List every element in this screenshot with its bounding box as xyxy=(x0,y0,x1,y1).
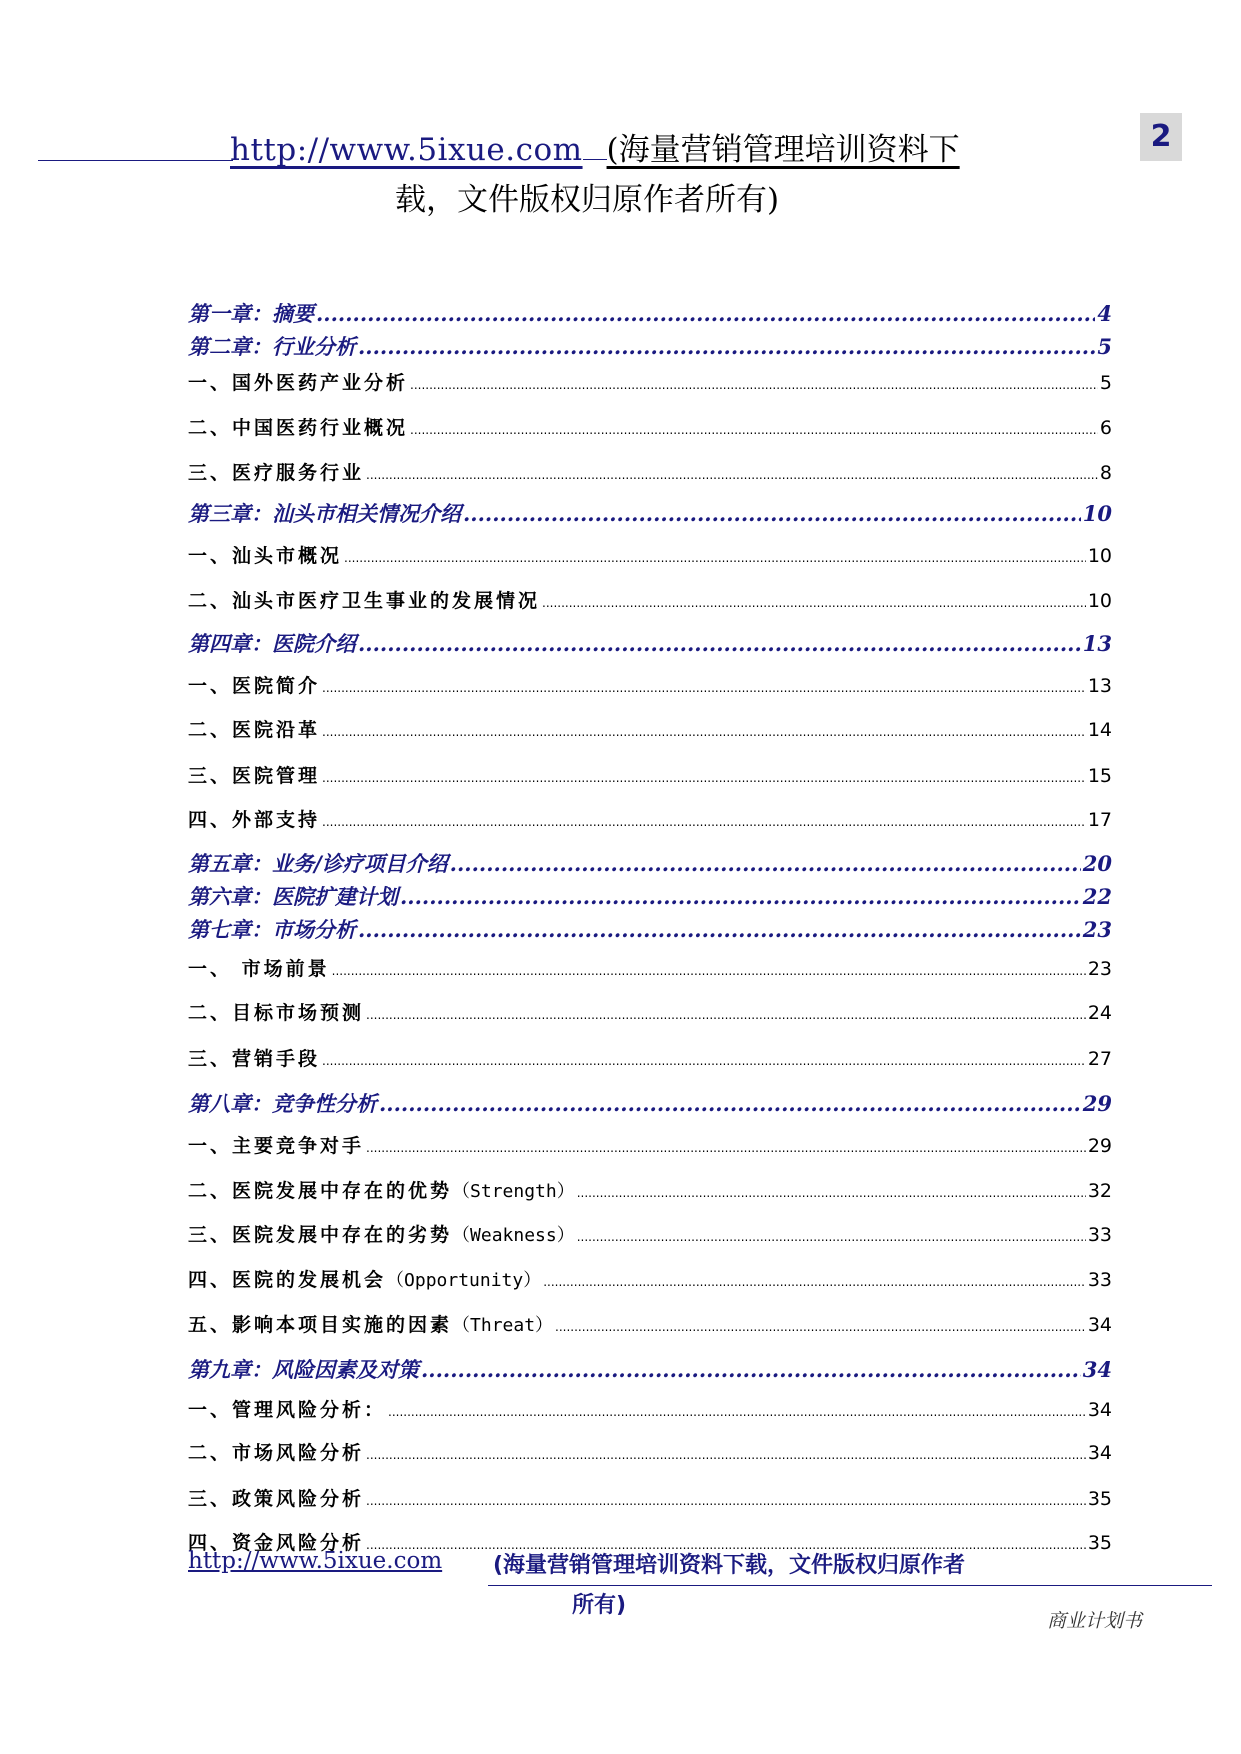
toc-dot-leader xyxy=(332,964,1086,978)
toc-dot-leader xyxy=(366,468,1098,482)
toc-entry-label: 四、外部支持 xyxy=(188,809,321,831)
toc-page-number: 32 xyxy=(1087,1180,1112,1202)
toc-dot-leader xyxy=(410,423,1098,437)
toc-entry-label: 第一章：摘要 xyxy=(188,301,314,326)
toc-dot-leader xyxy=(358,917,1081,942)
toc-dot-leader xyxy=(388,1405,1086,1419)
toc-entry-label: 三、政策风险分析 xyxy=(188,1488,365,1510)
toc-page-number: 34 xyxy=(1087,1442,1112,1464)
toc-entry-latin: （Weakness） xyxy=(452,1225,575,1246)
toc-entry-label: 四、医院的发展机会 xyxy=(188,1269,387,1291)
toc-entry-label: 二、医院沿革 xyxy=(188,719,321,741)
toc-page-number: 35 xyxy=(1087,1532,1112,1554)
toc-page-number: 29 xyxy=(1087,1135,1112,1157)
toc-page-number: 33 xyxy=(1087,1224,1112,1246)
toc-chapter-entry[interactable] xyxy=(188,1088,1112,1118)
toc-section-entry[interactable] xyxy=(188,761,1112,791)
toc-chapter-entry[interactable] xyxy=(188,628,1112,658)
toc-page-number: 10 xyxy=(1082,501,1112,526)
toc-section-entry[interactable] xyxy=(188,1131,1112,1161)
toc-page-number: 5 xyxy=(1097,334,1112,359)
toc-section-entry[interactable] xyxy=(188,1044,1112,1074)
toc-page-number: 13 xyxy=(1082,631,1112,656)
header-url-link[interactable]: http://www.5ixue.com xyxy=(230,132,583,168)
toc-dot-leader xyxy=(463,501,1081,526)
toc-entry-latin: （Opportunity） xyxy=(386,1270,542,1291)
toc-page-number: 23 xyxy=(1087,958,1112,980)
toc-dot-leader xyxy=(316,301,1095,326)
toc-chapter-entry[interactable] xyxy=(188,914,1112,944)
page-number-badge: 2 xyxy=(1140,113,1182,161)
toc-entry-label: 一、国外医药产业分析 xyxy=(188,372,409,394)
toc-dot-leader xyxy=(379,1091,1081,1116)
toc-chapter-entry[interactable] xyxy=(188,1354,1112,1384)
toc-page-number: 33 xyxy=(1087,1269,1112,1291)
toc-page-number: 14 xyxy=(1087,719,1112,741)
toc-dot-leader xyxy=(358,334,1095,359)
toc-section-entry[interactable] xyxy=(188,586,1112,616)
footer-document-title: 商业计划书 xyxy=(1047,1610,1143,1632)
toc-dot-leader xyxy=(322,725,1086,739)
toc-entry-label: 第二章：行业分析 xyxy=(188,334,356,359)
toc-entry-label: 二、汕头市医疗卫生事业的发展情况 xyxy=(188,590,541,612)
toc-entry-label: 第六章：医院扩建计划 xyxy=(188,884,398,909)
toc-page-number: 24 xyxy=(1087,1002,1112,1024)
toc-entry-label: 第九章：风险因素及对策 xyxy=(188,1357,419,1382)
footer-url-link[interactable]: http://www.5ixue.com xyxy=(188,1548,443,1574)
toc-page-number: 13 xyxy=(1087,675,1112,697)
footer-notice-line1: (海量营销管理培训资料下载，文件版权归原作者 xyxy=(493,1553,966,1578)
toc-chapter-entry[interactable] xyxy=(188,848,1112,878)
toc-entry-latin: （Strength） xyxy=(452,1181,575,1202)
toc-section-entry[interactable] xyxy=(188,1176,1112,1206)
toc-chapter-entry[interactable] xyxy=(188,331,1112,361)
toc-page-number: 35 xyxy=(1087,1488,1112,1510)
toc-section-entry[interactable] xyxy=(188,1265,1112,1295)
toc-entry-label: 第三章：汕头市相关情况介绍 xyxy=(188,501,461,526)
toc-dot-leader xyxy=(366,1008,1086,1022)
toc-page-number: 8 xyxy=(1099,462,1112,484)
toc-dot-leader xyxy=(543,1275,1086,1289)
toc-entry-latin: （Threat） xyxy=(452,1315,554,1336)
toc-entry-label: 二、中国医药行业概况 xyxy=(188,417,409,439)
header-line1 xyxy=(230,124,1030,168)
toc-dot-leader xyxy=(366,1494,1086,1508)
toc-dot-leader xyxy=(555,1320,1086,1334)
toc-dot-leader xyxy=(577,1230,1086,1244)
footer-rule xyxy=(488,1585,1212,1586)
header-notice-line1: (海量营销管理培训资料下 xyxy=(606,132,960,168)
toc-dot-leader xyxy=(322,771,1086,785)
toc-section-entry[interactable] xyxy=(188,715,1112,745)
toc-dot-leader xyxy=(577,1186,1086,1200)
header-rule xyxy=(38,160,233,161)
toc-dot-leader xyxy=(410,378,1098,392)
toc-page-number: 10 xyxy=(1087,590,1112,612)
toc-entry-label: 四、资金风险分析 xyxy=(188,1532,365,1554)
toc-dot-leader xyxy=(322,1054,1086,1068)
toc-entry-label: 第四章：医院介绍 xyxy=(188,631,356,656)
toc-entry-label: 三、医疗服务行业 xyxy=(188,462,365,484)
header-notice-line2: 载，文件版权归原作者所有) xyxy=(395,182,780,218)
toc-entry-label: 三、营销手段 xyxy=(188,1048,321,1070)
toc-entry-label: 三、医院发展中存在的劣势 xyxy=(188,1224,453,1246)
footer-notice-line2: 所有) xyxy=(572,1593,627,1618)
toc-page-number: 4 xyxy=(1097,301,1112,326)
toc-section-entry[interactable] xyxy=(188,368,1112,398)
toc-entry-label: 五、影响本项目实施的因素 xyxy=(188,1314,453,1336)
toc-entry-label: 第八章：竞争性分析 xyxy=(188,1091,377,1116)
toc-entry-label: 一、 市场前景 xyxy=(188,958,330,980)
toc-entry-label: 一、医院简介 xyxy=(188,675,321,697)
toc-section-entry[interactable] xyxy=(188,1310,1112,1340)
toc-page-number: 6 xyxy=(1099,417,1112,439)
toc-section-entry[interactable] xyxy=(188,805,1112,835)
toc-chapter-entry[interactable] xyxy=(188,498,1112,528)
toc-section-entry[interactable] xyxy=(188,1438,1112,1468)
toc-section-entry[interactable] xyxy=(188,671,1112,701)
toc-page-number: 15 xyxy=(1087,765,1112,787)
toc-page-number: 5 xyxy=(1099,372,1112,394)
toc-dot-leader xyxy=(400,884,1081,909)
toc-section-entry[interactable] xyxy=(188,1395,1112,1425)
toc-page-number: 27 xyxy=(1087,1048,1112,1070)
toc-page-number: 17 xyxy=(1087,809,1112,831)
toc-dot-leader xyxy=(421,1357,1081,1382)
toc-page-number: 22 xyxy=(1082,884,1112,909)
toc-entry-label: 二、医院发展中存在的优势 xyxy=(188,1180,453,1202)
toc-chapter-entry[interactable] xyxy=(188,298,1112,328)
toc-section-entry[interactable] xyxy=(188,413,1112,443)
toc-page-number: 20 xyxy=(1082,851,1112,876)
toc-section-entry[interactable] xyxy=(188,1220,1112,1250)
toc-entry-label: 一、管理风险分析： xyxy=(188,1399,387,1421)
toc-dot-leader xyxy=(358,631,1081,656)
toc-section-entry[interactable] xyxy=(188,458,1112,488)
toc-entry-label: 一、汕头市概况 xyxy=(188,545,343,567)
toc-section-entry[interactable] xyxy=(188,998,1112,1028)
toc-section-entry[interactable] xyxy=(188,541,1112,571)
toc-page-number: 10 xyxy=(1087,545,1112,567)
toc-dot-leader xyxy=(450,851,1081,876)
toc-entry-label: 三、医院管理 xyxy=(188,765,321,787)
toc-page-number: 23 xyxy=(1082,917,1112,942)
toc-dot-leader xyxy=(322,681,1086,695)
toc-dot-leader xyxy=(366,1448,1086,1462)
toc-page-number: 29 xyxy=(1082,1091,1112,1116)
toc-entry-label: 二、目标市场预测 xyxy=(188,1002,365,1024)
toc-page-number: 34 xyxy=(1082,1357,1112,1382)
toc-section-entry[interactable] xyxy=(188,954,1112,984)
toc-dot-leader xyxy=(344,551,1086,565)
header-gap xyxy=(583,133,607,160)
toc-section-entry[interactable] xyxy=(188,1484,1112,1514)
toc-dot-leader xyxy=(542,596,1086,610)
toc-entry-label: 二、市场风险分析 xyxy=(188,1442,365,1464)
toc-chapter-entry[interactable] xyxy=(188,881,1112,911)
toc-dot-leader xyxy=(322,815,1086,829)
toc-dot-leader xyxy=(366,1141,1086,1155)
toc-page-number: 34 xyxy=(1087,1399,1112,1421)
toc-entry-label: 第五章：业务/诊疗项目介绍 xyxy=(188,851,448,876)
toc-entry-label: 一、主要竞争对手 xyxy=(188,1135,365,1157)
toc-entry-label: 第七章：市场分析 xyxy=(188,917,356,942)
toc-page-number: 34 xyxy=(1087,1314,1112,1336)
